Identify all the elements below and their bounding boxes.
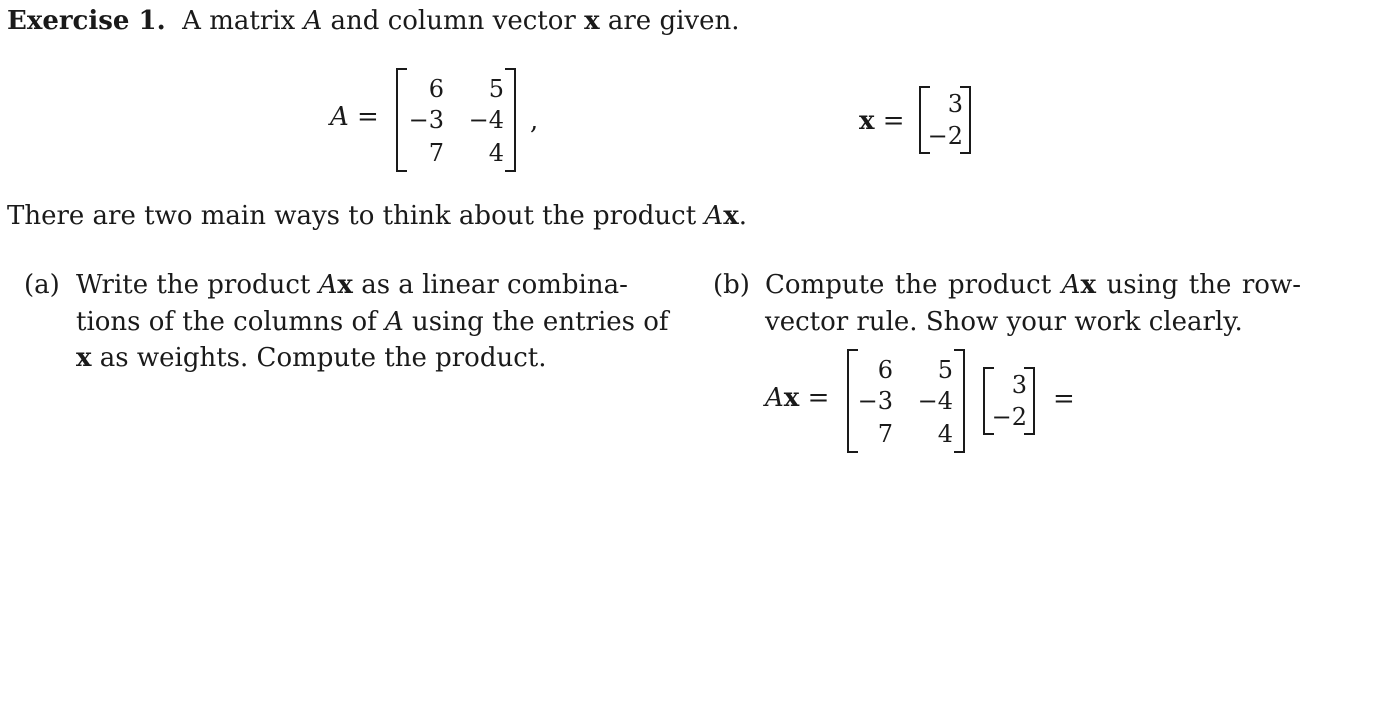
matrix-cell: 7: [877, 420, 893, 448]
intro-sentence: There are two main ways to think about the product Ax.: [7, 201, 747, 231]
right-bracket: [505, 68, 516, 172]
vector-cell: 3: [947, 90, 963, 118]
part-a-label: (a): [24, 270, 60, 300]
matrix-cell: −4: [917, 387, 953, 415]
part-b-text: Compute the product Ax using the row- vector rule. Show your work clearly.: [765, 270, 1301, 337]
matrix-A-in-product: [847, 349, 965, 453]
matrix-A-label: A =: [330, 102, 379, 132]
matrix-comma: ,: [530, 106, 539, 136]
vector-cell: −2: [927, 122, 963, 150]
vector-x-label: x =: [859, 106, 905, 136]
exercise-heading: [7, 3, 739, 39]
vector-cell: 3: [1011, 371, 1027, 399]
matrix-cell: 5: [488, 75, 504, 103]
vector-x-in-product: [983, 367, 1035, 435]
vector-x: [919, 86, 971, 154]
matrix-cell: 4: [488, 139, 504, 167]
trailing-equals: =: [1053, 384, 1075, 414]
heading-text: A matrix A and column vector x are given.: [182, 6, 740, 36]
right-bracket: [954, 349, 965, 453]
matrix-cell: 4: [937, 420, 953, 448]
matrix-cell: 7: [428, 139, 444, 167]
matrix-cell: 5: [937, 356, 953, 384]
part-a-text: Write the product Ax as a linear combina- tions of the columns of A using the entries of x as weights. Compute the product.: [76, 270, 669, 373]
matrix-cell: 6: [877, 356, 893, 384]
matrix-A: [396, 68, 516, 172]
matrix-cell: −4: [468, 106, 504, 134]
part-b-label: (b): [713, 270, 750, 300]
vector-cell: −2: [991, 403, 1027, 431]
matrix-cell: −3: [408, 106, 444, 134]
matrix-cell: 6: [428, 75, 444, 103]
exercise-label: Exercise 1.: [7, 6, 166, 36]
product-label: Ax =: [765, 383, 830, 413]
matrix-cell: −3: [857, 387, 893, 415]
